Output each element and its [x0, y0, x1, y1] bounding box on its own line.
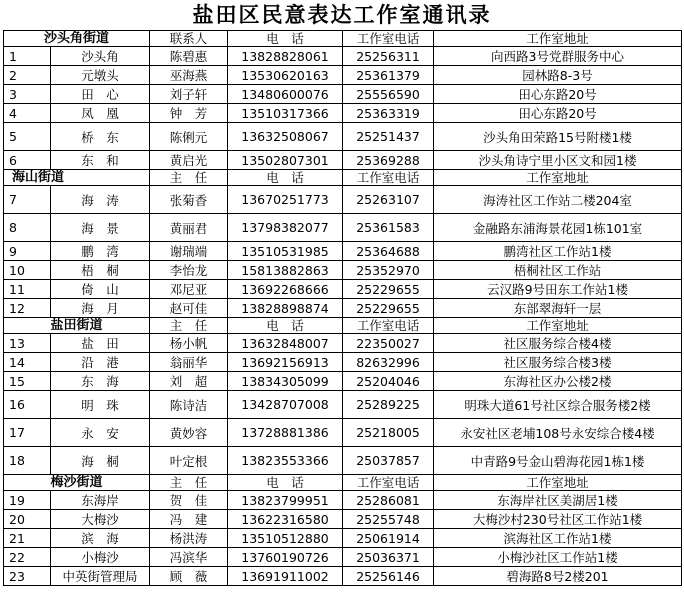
community-name: 倚 山 [51, 280, 150, 299]
contact-phone: 13632508067 [228, 123, 343, 151]
office-address: 梧桐社区工作站 [434, 261, 682, 280]
office-phone: 25361583 [343, 214, 434, 242]
row-number: 18 [4, 447, 51, 475]
community-name: 桥 东 [51, 123, 150, 151]
contact-phone: 13692268666 [228, 280, 343, 299]
table-row [4, 419, 682, 447]
contact-person: 翁丽华 [150, 353, 228, 372]
section-name: 沙头角街道 [4, 31, 150, 47]
table-row [4, 548, 682, 567]
row-number: 16 [4, 391, 51, 419]
contact-person: 陈诗洁 [150, 391, 228, 419]
column-header: 工作室地址 [434, 170, 682, 186]
column-header: 电 话 [228, 31, 343, 47]
contact-phone: 13622316580 [228, 510, 343, 529]
section-header-row [4, 475, 682, 491]
column-header: 主 任 [150, 475, 228, 491]
office-address: 田心东路20号 [434, 85, 682, 104]
row-number: 23 [4, 567, 51, 586]
office-phone: 25369288 [343, 151, 434, 170]
contact-person: 冯 建 [150, 510, 228, 529]
contact-phone: 13760190726 [228, 548, 343, 567]
contact-phone: 13823553366 [228, 447, 343, 475]
contact-person: 杨洪涛 [150, 529, 228, 548]
contact-person: 刘子轩 [150, 85, 228, 104]
office-address: 明珠大道61号社区综合服务楼2楼 [434, 391, 682, 419]
row-number: 20 [4, 510, 51, 529]
office-phone: 25218005 [343, 419, 434, 447]
contact-phone: 13510512880 [228, 529, 343, 548]
section-name: 盐田街道 [4, 318, 150, 334]
community-name: 大梅沙 [51, 510, 150, 529]
contact-person: 谢瑞端 [150, 242, 228, 261]
row-number: 3 [4, 85, 51, 104]
table-row [4, 47, 682, 66]
office-phone: 82632996 [343, 353, 434, 372]
office-phone: 25204046 [343, 372, 434, 391]
row-number: 19 [4, 491, 51, 510]
office-address: 金融路东浦海景花园1栋101室 [434, 214, 682, 242]
office-phone: 25256146 [343, 567, 434, 586]
contact-phone: 13632848007 [228, 334, 343, 353]
office-address: 向西路3号党群服务中心 [434, 47, 682, 66]
page-title: 盐田区民意表达工作室通讯录 [192, 2, 492, 27]
row-number: 12 [4, 299, 51, 318]
section-header-row [4, 31, 682, 47]
community-name: 田 心 [51, 85, 150, 104]
office-address: 东海社区办公楼2楼 [434, 372, 682, 391]
office-phone: 25251437 [343, 123, 434, 151]
contact-person: 赵可佳 [150, 299, 228, 318]
column-header: 工作室电话 [343, 170, 434, 186]
contact-person: 黄启光 [150, 151, 228, 170]
row-number: 9 [4, 242, 51, 261]
office-phone: 25352970 [343, 261, 434, 280]
office-address: 中青路9号金山碧海花园1栋1楼 [434, 447, 682, 475]
contact-person: 刘 超 [150, 372, 228, 391]
column-header: 工作室电话 [343, 31, 434, 47]
office-address: 碧海路8号2楼201 [434, 567, 682, 586]
community-name: 海 月 [51, 299, 150, 318]
community-name: 海 景 [51, 214, 150, 242]
office-address: 云汉路9号田东工作站1楼 [434, 280, 682, 299]
contact-person: 张菊香 [150, 186, 228, 214]
table-row [4, 261, 682, 280]
community-name: 凤 凰 [51, 104, 150, 123]
community-name: 沙头角 [51, 47, 150, 66]
table-row [4, 567, 682, 586]
community-name: 明 珠 [51, 391, 150, 419]
contact-phone: 13510531985 [228, 242, 343, 261]
community-name: 盐 田 [51, 334, 150, 353]
office-phone: 25256311 [343, 47, 434, 66]
row-number: 17 [4, 419, 51, 447]
row-number: 5 [4, 123, 51, 151]
office-phone: 22350027 [343, 334, 434, 353]
section-name: 海山街道 [4, 170, 150, 186]
column-header: 工作室地址 [434, 318, 682, 334]
table-row [4, 353, 682, 372]
contact-person: 贺 佳 [150, 491, 228, 510]
office-phone: 25361379 [343, 66, 434, 85]
table-row [4, 214, 682, 242]
contact-person: 钟 芳 [150, 104, 228, 123]
community-name: 元墩头 [51, 66, 150, 85]
office-phone: 25255748 [343, 510, 434, 529]
community-name: 永 安 [51, 419, 150, 447]
community-name: 中英街管理局 [51, 567, 150, 586]
column-header: 联系人 [150, 31, 228, 47]
row-number: 4 [4, 104, 51, 123]
section-name: 梅沙街道 [4, 475, 150, 491]
office-phone: 25363319 [343, 104, 434, 123]
office-address: 永安社区老埔108号永安综合楼4楼 [434, 419, 682, 447]
contact-phone: 13823799951 [228, 491, 343, 510]
table-row [4, 85, 682, 104]
row-number: 7 [4, 186, 51, 214]
community-name: 梧 桐 [51, 261, 150, 280]
table-row [4, 151, 682, 170]
contact-person: 陈碧惠 [150, 47, 228, 66]
table-row [4, 529, 682, 548]
community-name: 滨 海 [51, 529, 150, 548]
office-phone: 25364688 [343, 242, 434, 261]
table-row [4, 510, 682, 529]
office-address: 滨海社区工作站1楼 [434, 529, 682, 548]
column-header: 工作室电话 [343, 318, 434, 334]
table-row [4, 334, 682, 353]
office-phone: 25037857 [343, 447, 434, 475]
contact-person: 邓尼亚 [150, 280, 228, 299]
row-number: 14 [4, 353, 51, 372]
row-number: 21 [4, 529, 51, 548]
contact-person: 陈俐元 [150, 123, 228, 151]
row-number: 2 [4, 66, 51, 85]
column-header: 工作室电话 [343, 475, 434, 491]
contact-person: 巫海燕 [150, 66, 228, 85]
contact-phone: 13480600076 [228, 85, 343, 104]
table-row [4, 491, 682, 510]
office-phone: 25036371 [343, 548, 434, 567]
contact-phone: 13828898874 [228, 299, 343, 318]
community-name: 沿 港 [51, 353, 150, 372]
contact-phone: 13428707008 [228, 391, 343, 419]
contact-person: 顾 薇 [150, 567, 228, 586]
office-address: 小梅沙社区工作站1楼 [434, 548, 682, 567]
community-name: 东 和 [51, 151, 150, 170]
row-number: 15 [4, 372, 51, 391]
section-header-row [4, 318, 682, 334]
table-row [4, 299, 682, 318]
contact-phone: 13834305099 [228, 372, 343, 391]
office-address: 田心东路20号 [434, 104, 682, 123]
contact-phone: 13728881386 [228, 419, 343, 447]
office-phone: 25263107 [343, 186, 434, 214]
row-number: 13 [4, 334, 51, 353]
community-name: 鹏 湾 [51, 242, 150, 261]
contact-phone: 15813882863 [228, 261, 343, 280]
column-header: 电 话 [228, 318, 343, 334]
office-address: 鹏湾社区工作站1楼 [434, 242, 682, 261]
row-number: 22 [4, 548, 51, 567]
contact-phone: 13691911002 [228, 567, 343, 586]
office-address: 社区服务综合楼3楼 [434, 353, 682, 372]
row-number: 11 [4, 280, 51, 299]
column-header: 主 任 [150, 170, 228, 186]
row-number: 8 [4, 214, 51, 242]
community-name: 海 桐 [51, 447, 150, 475]
contact-person: 冯滨华 [150, 548, 228, 567]
contact-person: 杨小帆 [150, 334, 228, 353]
office-address: 海涛社区工作站二楼204室 [434, 186, 682, 214]
table-row [4, 104, 682, 123]
office-address: 东海岸社区美湖居1楼 [434, 491, 682, 510]
office-phone: 25061914 [343, 529, 434, 548]
table-row [4, 186, 682, 214]
table-row [4, 123, 682, 151]
office-address: 园林路8-3号 [434, 66, 682, 85]
table-row [4, 372, 682, 391]
table-row [4, 242, 682, 261]
contact-phone: 13670251773 [228, 186, 343, 214]
contact-person: 黄丽君 [150, 214, 228, 242]
office-address: 沙头角诗宁里小区文和园1楼 [434, 151, 682, 170]
row-number: 10 [4, 261, 51, 280]
community-name: 海 涛 [51, 186, 150, 214]
office-phone: 25286081 [343, 491, 434, 510]
table-row [4, 391, 682, 419]
office-phone: 25229655 [343, 299, 434, 318]
section-header-row [4, 170, 682, 186]
community-name: 小梅沙 [51, 548, 150, 567]
column-header: 工作室地址 [434, 31, 682, 47]
table-row [4, 280, 682, 299]
table-row [4, 447, 682, 475]
office-phone: 25289225 [343, 391, 434, 419]
contact-phone: 13502807301 [228, 151, 343, 170]
contact-person: 叶定根 [150, 447, 228, 475]
directory-table-body [4, 31, 682, 586]
contact-person: 黄妙容 [150, 419, 228, 447]
office-phone: 25556590 [343, 85, 434, 104]
table-row [4, 66, 682, 85]
column-header: 电 话 [228, 475, 343, 491]
row-number: 6 [4, 151, 51, 170]
office-phone: 25229655 [343, 280, 434, 299]
office-address: 东部翠海轩一层 [434, 299, 682, 318]
contact-phone: 13530620163 [228, 66, 343, 85]
community-name: 东 海 [51, 372, 150, 391]
office-address: 社区服务综合楼4楼 [434, 334, 682, 353]
column-header: 主 任 [150, 318, 228, 334]
directory-table [3, 30, 682, 586]
column-header: 工作室地址 [434, 475, 682, 491]
row-number: 1 [4, 47, 51, 66]
contact-phone: 13798382077 [228, 214, 343, 242]
office-address: 沙头角田荣路15号附楼1楼 [434, 123, 682, 151]
contact-phone: 13692156913 [228, 353, 343, 372]
contact-person: 李怡龙 [150, 261, 228, 280]
office-address: 大梅沙村230号社区工作站1楼 [434, 510, 682, 529]
community-name: 东海岸 [51, 491, 150, 510]
column-header: 电 话 [228, 170, 343, 186]
contact-phone: 13828828061 [228, 47, 343, 66]
contact-phone: 13510317366 [228, 104, 343, 123]
